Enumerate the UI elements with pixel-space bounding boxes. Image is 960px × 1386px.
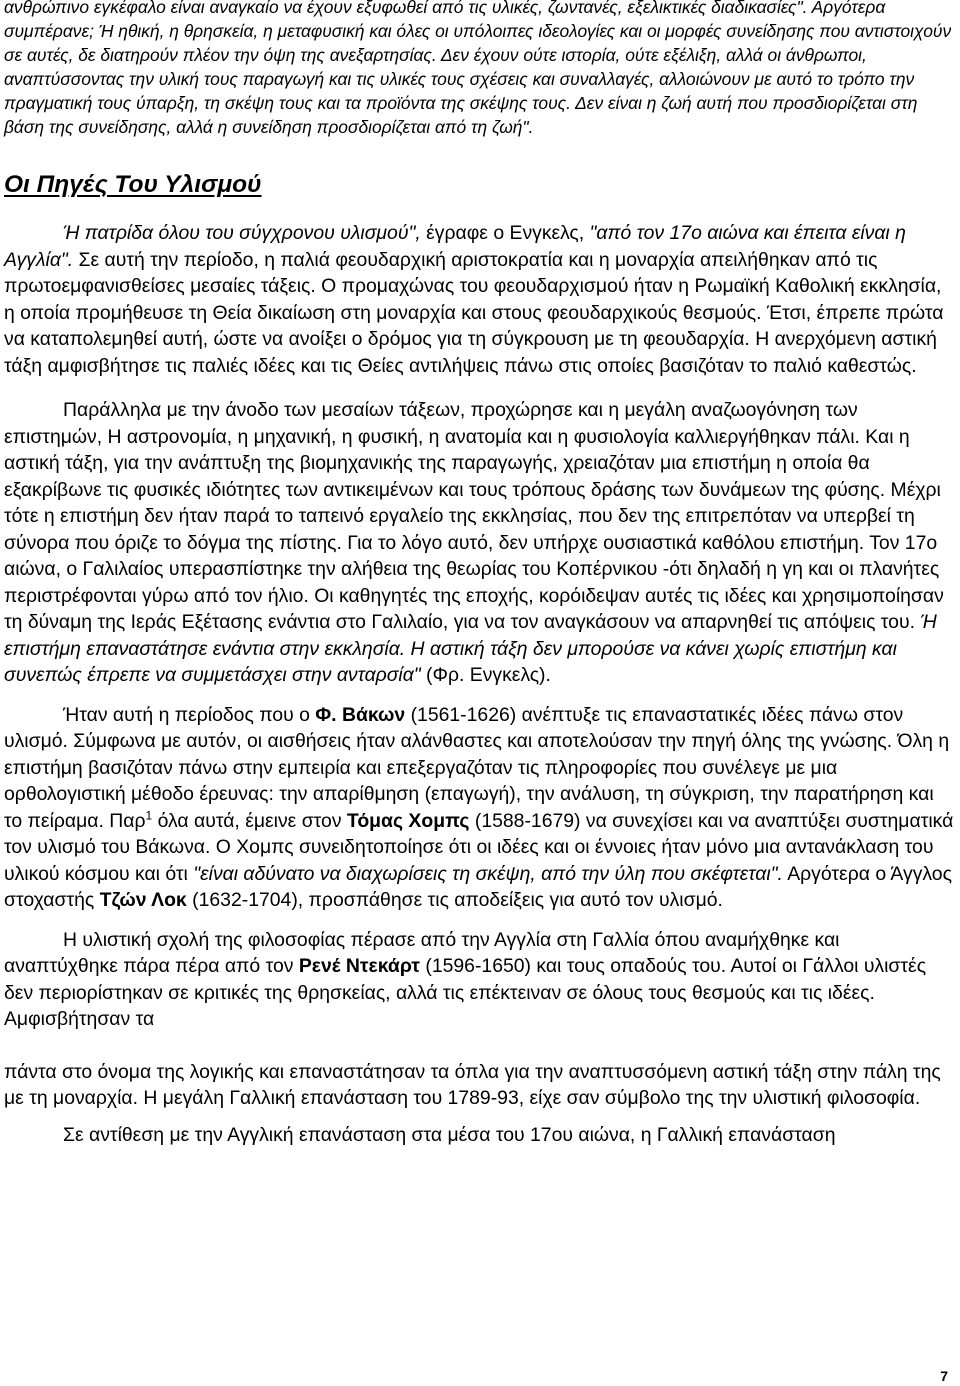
p1-text-d: Σε αυτή την περίοδο, η παλιά φεουδαρχική αριστοκρατία και η μοναρχία απειλήθηκαν από τις πρωτοεμφανισθείσες μεσαίες τάξεις. Ο προμαχώνας του φεουδαρχισμού ήταν η Ρωμαϊκή Καθολική εκκλησία, η οποία προμήθευσε τη Θεία δικαίωση στη μοναρχία και στους φεουδαρχικούς θεσμούς. Έτσι, έπρεπε πρώτα να καταπολεμηθεί αυτή, ώστε να ανοίξει ο δρόμος για τη σύγκρουση με τη φεουδαρχία. Η ανερχόμενη αστική τάξη αμφισβήτησε τις παλιές ιδέες και τις Θείες αντιλήψεις πάνω στις οποίες βασιζόταν το παλιό καθεστώς. [4, 248, 949, 377]
intro-text-2: Δεν έχουν ούτε ιστορία, ούτε εξέλιξη, αλλά οι άνθρωποι, αναπτύσσοντας την υλική τους παραγωγή και τις υλικές τους σχέσεις και συναλλαγές, αλλοιώνουν με αυτό το τρόπο την πραγματική τους ύπαρξη, τη σκέψη τους και τα προϊόντα της σκέψης τους. [4, 44, 920, 113]
p4-text-a: Η υλιστική σχολή της φιλοσοφίας πέρασε από την Αγγλία στη Γαλλία όπου αναμήχθηκε και αναπτύχθηκε πάρα πέρα από τον [4, 928, 845, 978]
quote-hobbes: "είναι αδύνατο να διαχωρίσεις τη σκέψη, από την ύλη που σκέφτεται". [193, 862, 783, 885]
p2-text-a: Παράλληλα με την άνοδο των μεσαίων τάξεων, προχώρησε και η μεγάλη αναζωογόνηση των επιστημών, Η αστρονομία, η μηχανική, η φυσική, η ανατομία και η φυσιολογία καλλιεργήθηκαν πάλι. Και η αστική τάξη, για την ανάπτυξη της βιομηχανικής της παραγωγής, χρειαζόταν μια επιστήμη η οποία θα εξακρίβωνε τις φυσικές ιδιότητες των αντικειμένων και τους τρόπους δράσης των δυνάμεων της φύσης. Μέχρι τότε η επιστήμη δεν ήταν παρά το ταπεινό εργαλείο της εκκλησίας, που δεν της επιτρεπόταν να υπερβεί τη σύνορα που όριζε το δόγμα της πίστης. Για το λόγο αυτό, δεν υπήρχε ουσιαστικά καθόλου επιστήμη. Τον 17ο αιώνα, ο Γαλιλαίος υπερασπίστηκε την αλήθεια της θεωρίας του Κοπέρνικου -ότι δηλαδή η γη και οι πλανήτες περιστρέφονται γύρω από τον ήλιο. Οι καθηγητές της εποχής, κορόιδεψαν αυτές τις ιδέες και χρησιμοποίησαν τη δύναμη της Ιεράς Εξέτασης ενάντια στο Γαλιλαίο, για να τον αναγκάσουν να απαρνηθεί τις απόψεις του. [4, 399, 950, 634]
name-hobbes: Τόμας Χομπς [346, 809, 470, 832]
p3-text-j: (1632-1704), προσπάθησε τις αποδείξεις για αυτό τον υλισμό. [186, 889, 723, 912]
quote-england: "από τον 17ο αιώνα και έπειτα είναι η Αγγλία". [4, 222, 911, 271]
p2-text-c: (Φρ. Ενγκελς). [420, 664, 551, 687]
page-number: 7 [940, 1368, 948, 1384]
quote-homeland: Ή πατρίδα όλου του σύγχρονου υλισμού", [63, 222, 421, 245]
p3-text-h: Αργότερα ο Άγγλος στοχαστής [4, 862, 958, 912]
paragraph-5: πάντα στο όνομα της λογικής και επαναστάτησαν τα όπλα για την αναπτυσσόμενη αστική τάξη στην πάλη της με τη μοναρχία. Η μεγάλη Γαλλική επανάσταση του 1789-93, είχε σαν σύμβολο της την υλιστική φιλοσοφία. [4, 1060, 947, 1110]
intro-text-3: Δεν είναι η ζωή αυτή που προσδιορίζεται στη βάση της συνείδησης, αλλά η συνείδηση προσδιορίζεται από τη ζωή". [4, 92, 923, 137]
paragraph-1 [4, 220, 954, 379]
p3-text-d: όλα αυτά, έμεινε στον [152, 809, 347, 832]
paragraph-4 [4, 927, 954, 1033]
quote-science: Ή επιστήμη επαναστάτησε ενάντια στην εκκλησία. Η αστική τάξη δεν μπορούσε να κάνει χωρίς επιστήμη και συνεπώς έπρεπε να συμμετάσχει στην ανταρσία" [4, 611, 943, 687]
paragraph-3 [4, 702, 959, 914]
intro-text-1: ανθρώπινο εγκέφαλο είναι αναγκαίο να έχουν εξυφωθεί από τις υλικές, ζωντανές, εξελικτικές διαδικασίες". Αργότερα συμπέρανε; Ή ηθική, η θρησκεία, η μεταφυσική και όλες οι υπόλοιπες ιδεολογίες και οι μορφές συνείδησης που αντιστοιχούν σε αυτές, δε διατηρούν πλέον την όψη της ανεξαρτησίας. [4, 0, 957, 65]
p3-text-a: Ήταν αυτή η περίοδος που ο [63, 703, 316, 726]
intro-paragraph [4, 0, 957, 139]
p3-text-c: (1561-1626) ανέπτυξε τις επαναστατικές ιδέες πάνω στον υλισμό. Σύμφωνα με αυτόν, οι αισθήσεις ήταν αλάνθαστες και αποτελούσαν την πηγή όλης της γνώσης. Όλη η επιστήμη βασιζόταν πάνω στην εμπειρία και επεξεργαζόταν τις πληροφορίες που συνέλεγε με μια ορθολογιστική μέθοδο έρευνας: την απαρίθμηση (επαγωγή), την ανάλυση, τη σύγκριση, την παρατήρηση και το πείραμα. Παρ [4, 703, 955, 832]
footnote-marker: 1 [145, 808, 153, 823]
section-heading: Οι Πηγές Του Υλισμού [4, 171, 262, 199]
name-descartes: Ρενέ Ντεκάρτ [298, 955, 420, 978]
p3-text-f: (1588-1679) να συνεχίσει και να αναπτύξει συστηματικά τον υλισμό του Βάκωνα. Ο Χομπς συνειδητοποίησε ότι οι ιδέες και οι έννοιες ήταν μόνο μια αντανάκλαση του υλικού κόσμου και ότι [4, 809, 959, 885]
p1-text-b: έγραφε ο Ενγκελς, [420, 222, 590, 245]
p4-text-c: (1596-1650) και τους οπαδούς του. Αυτοί οι Γάλλοι υλιστές δεν περιορίστηκαν σε κριτικές της θρησκείας, αλλά τις επέκτειναν σε όλους τους θεσμούς και τις ιδέες. Αμφισβήτησαν τα [4, 955, 932, 1031]
document-page [4, 0, 959, 1148]
paragraph-6: Σε αντίθεση με την Αγγλική επανάσταση στα μέσα του 17ου αιώνα, η Γαλλική επανάσταση [63, 1123, 836, 1146]
name-bacon: Φ. Βάκων [315, 703, 406, 726]
paragraph-2 [4, 397, 954, 689]
name-locke: Τζών Λοκ [99, 889, 187, 912]
